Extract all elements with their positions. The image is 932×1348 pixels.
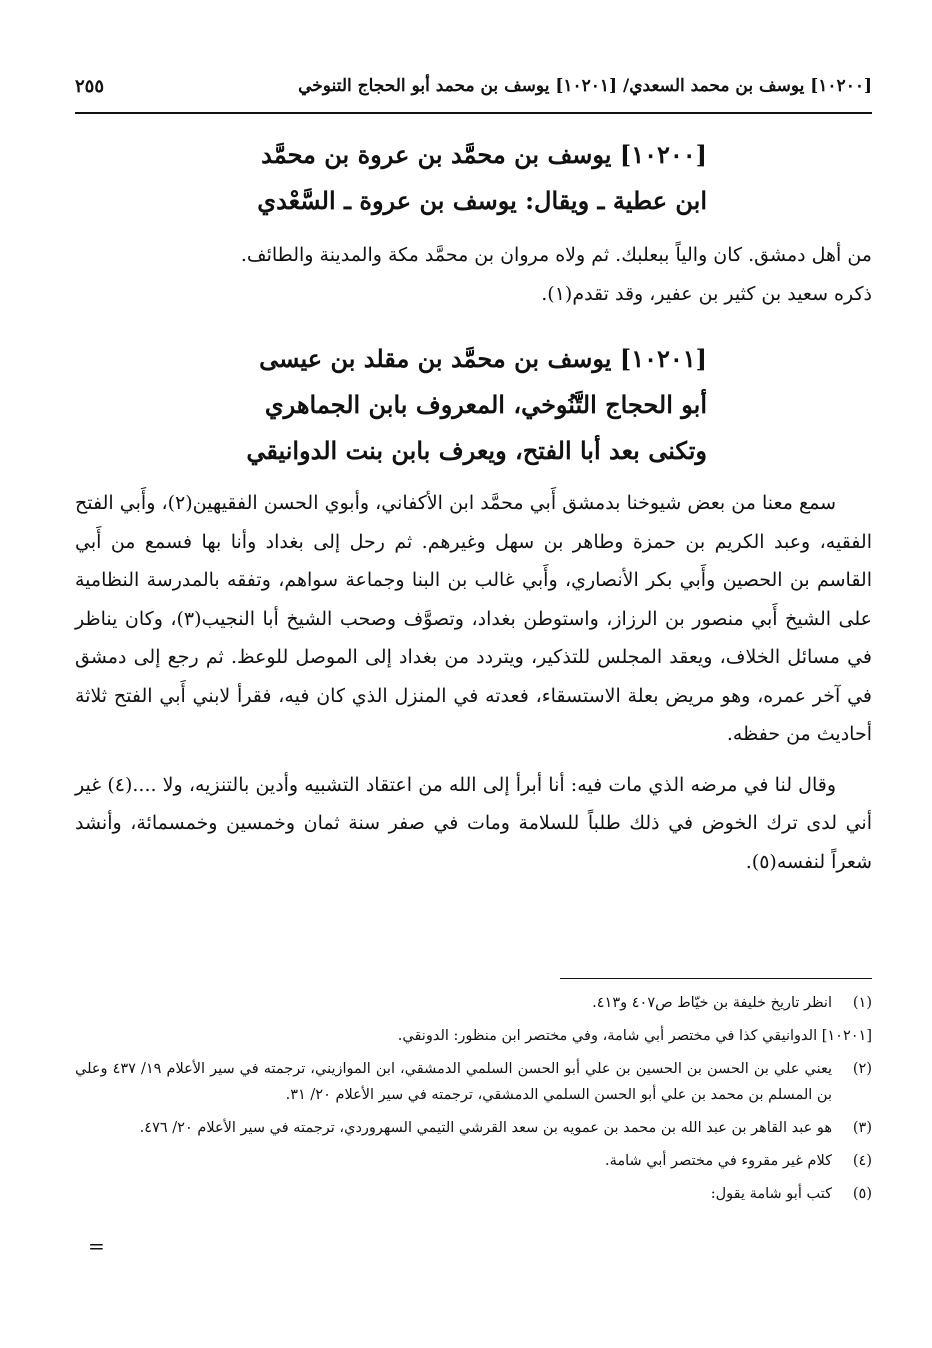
footnote-text: انظر تاريخ خليفة بن خيّاط ص٤٠٧ و٤١٣. — [592, 995, 832, 1011]
footnote-number: (٣) — [852, 1120, 872, 1136]
entry-heading-line: ابن عطية ـ ويقال: يوسف بن عروة ـ السَّعْدي — [257, 186, 707, 215]
continuation-mark: = — [88, 1234, 105, 1258]
footnote — [75, 990, 872, 1016]
body-paragraph: من أهل دمشق. كان والياً ببعلبك. ثم ولاه مروان بن محمَّد مكة والمدينة والطائف. — [240, 244, 872, 266]
footnote-number: (٢) — [852, 1061, 872, 1077]
header-divider — [75, 112, 872, 114]
footnote-number: (٤) — [852, 1153, 872, 1169]
footnote-number: (٥) — [852, 1186, 872, 1202]
entry-heading-line: أبو الحجاج التَّنُوخي، المعروف بابن الجماهري — [264, 390, 707, 419]
footnote — [75, 1115, 872, 1141]
footnote-number: (١) — [852, 995, 872, 1011]
entry-heading-line: [١٠٢٠١] يوسف بن محمَّد بن مقلد بن عيسى — [259, 344, 707, 373]
footnote — [75, 1181, 872, 1207]
entry-heading-line: [١٠٢٠٠] يوسف بن محمَّد بن عروة بن محمَّد — [261, 140, 707, 169]
body-paragraph: وقال لنا في مرضه الذي مات فيه: أنا أبرأ إلى الله من اعتقاد التشبيه وأدين بالتنزيه، ولا ....(٤) غير أني لدى ترك الخوض في ذلك طلباً للسلامة ومات في صفر سنة ثمان وخمسين وخمسمائة، وأنشد شعراً لنفسه(٥). — [75, 773, 872, 873]
footnote-divider — [560, 978, 872, 979]
footnote — [75, 1023, 872, 1049]
footnote-text: هو عبد القاهر بن عبد الله بن محمد بن عمويه بن سعد القرشي التيمي السهروردي، ترجمته في سير الأعلام ٢٠/ ٤٧٦. — [139, 1120, 832, 1136]
page-number: ٢٥٥ — [75, 76, 105, 97]
footnote-text: [١٠٢٠١] الدوانيقي كذا في مختصر أبي شامة، وفي مختصر ابن منظور: الدونقي. — [397, 1028, 872, 1044]
footnote — [75, 1148, 872, 1174]
entry-body — [75, 484, 872, 881]
footnote-text: كتب أبو شامة يقول: — [710, 1186, 832, 1202]
running-header — [75, 70, 872, 106]
footnote-text: كلام غير مقروء في مختصر أبي شامة. — [604, 1153, 832, 1169]
entry-heading-line: وتكنى بعد أبا الفتح، ويعرف بابن بنت الدوانيقي — [246, 436, 707, 465]
body-paragraph: سمع معنا من بعض شيوخنا بدمشق أَبي محمَّد ابن الأكفاني، وأبوي الحسن الفقيهين(٢)، وأَبي الفتح الفقيه، وعبد الكريم بن حمزة وطاهر بن سهل وغيرهم. ثم رحل إلى بغداد وأنا بها فسمع من أَبي القاسم بن الحصين وأَبي بكر الأنصاري، وأَبي غالب بن البنا وجماعة سواهم، وتفقه بالمدرسة النظامية على الشيخ أَبي منصور بن الرزاز، واستوطن بغداد، وتصوَّف وصحب الشيخ أبا النجيب(٣)، وكان يناظر في مسائل الخلاف، ويعقد المجلس للتذكير، ويتردد من بغداد إلى الموصل للوعظ. ثم رجع إلى دمشق في آخر عمره، وهو مريض بعلة الاستسقاء، فعدته في المنزل الذي كان فيه، فقرأ لابني أَبي الفتح ثلاثة أحاديث من حفظه. — [75, 492, 872, 745]
footnote-text: يعني علي بن الحسن بن الحسين بن علي أبو الحسن السلمي الدمشقي، ابن الموازيني، ترجمته في سير الأعلام ١٩/ ٤٣٧ وعلي بن المسلم بن محمد بن علي أبو الحسن السلمي الدمشقي، ترجمته في سير الأعلام ٢٠/ ٣١. — [75, 1061, 832, 1103]
footnotes — [75, 990, 872, 1214]
footnote — [75, 1056, 872, 1108]
running-title: [١٠٢٠٠] يوسف بن محمد السعدي/ [١٠٢٠١] يوسف بن محمد أبو الحجاج التنوخي — [298, 76, 872, 96]
body-paragraph: ذكره سعيد بن كثير بن عفير، وقد تقدم(١). — [541, 282, 872, 305]
entry-body — [75, 236, 872, 313]
